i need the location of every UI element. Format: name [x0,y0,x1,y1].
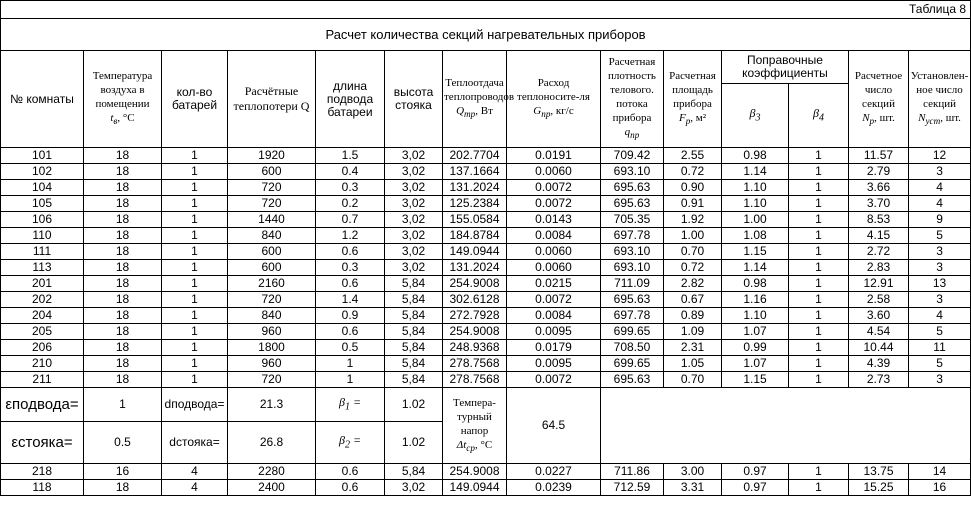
table-cell: 137.1664 [443,164,507,180]
table-cell: 106 [1,212,84,228]
table-cell: 1 [789,340,849,356]
table-cell: 1.09 [664,324,722,340]
table-cell: 18 [84,228,162,244]
table-cell: 18 [84,356,162,372]
table-cell: 2.72 [849,244,909,260]
table-cell: 0.3 [316,260,385,276]
table-cell: 211 [1,372,84,388]
table-cell: 5,84 [385,340,443,356]
table-cell: 0.0191 [507,148,601,164]
table-cell: 111 [1,244,84,260]
table-cell: 4 [162,480,228,496]
table-cell: 699.65 [601,356,664,372]
table-cell: 3 [909,292,971,308]
table-cell: 1.2 [316,228,385,244]
table-cell: 3.31 [664,480,722,496]
table-cell: 18 [84,480,162,496]
table-cell: 1 [162,244,228,260]
table-cell: 101 [1,148,84,164]
table-cell: 1.4 [316,292,385,308]
table-cell: 1.10 [722,196,789,212]
table-cell: 272.7928 [443,308,507,324]
table-cell: 12.91 [849,276,909,292]
table-cell: 3 [909,244,971,260]
table-cell: 1.5 [316,148,385,164]
table-cell: 1 [789,464,849,480]
table-cell: 210 [1,356,84,372]
table-cell: 125.2384 [443,196,507,212]
table-cell: 1800 [228,340,316,356]
table-cell: 204 [1,308,84,324]
table-cell: 697.78 [601,228,664,244]
table-cell: 118 [1,480,84,496]
table-cell: 13.75 [849,464,909,480]
param-empty-area [601,388,971,464]
table-cell: 1.10 [722,180,789,196]
table-cell: 3,02 [385,164,443,180]
table-cell: 4 [162,464,228,480]
table-cell: 3.60 [849,308,909,324]
table-cell: 1 [162,340,228,356]
table-cell: 131.2024 [443,260,507,276]
table-cell: 1 [162,228,228,244]
table-cell: 600 [228,164,316,180]
table-cell: 720 [228,372,316,388]
table-cell: 1 [789,148,849,164]
table-cell: 18 [84,276,162,292]
table-title: Расчет количества секций нагревательных приборов [1,19,971,51]
table-cell: 5,84 [385,356,443,372]
table-cell: 693.10 [601,260,664,276]
table-cell: 0.0084 [507,228,601,244]
table-cell: 1 [162,324,228,340]
table-cell: 0.0095 [507,324,601,340]
table-cell: 13 [909,276,971,292]
table-cell: 4.54 [849,324,909,340]
table-cell: 709.42 [601,148,664,164]
table-cell: 278.7568 [443,356,507,372]
table-cell: 1 [316,372,385,388]
table-cell: 202.7704 [443,148,507,164]
table-cell: 184.8784 [443,228,507,244]
table-cell: 11.57 [849,148,909,164]
table-cell: 0.0227 [507,464,601,480]
table-cell: 4.39 [849,356,909,372]
table-cell: 102 [1,164,84,180]
header-temperature: Температура воздуха в помещении $t_в$, °С [84,51,162,148]
table-cell: 1 [162,372,228,388]
table-cell: 1.08 [722,228,789,244]
table-cell: 600 [228,260,316,276]
table-cell: 4.15 [849,228,909,244]
table-cell: 0.90 [664,180,722,196]
table-cell: 2.58 [849,292,909,308]
table-cell: 720 [228,180,316,196]
table-cell: 1.16 [722,292,789,308]
table-cell: 5,84 [385,308,443,324]
table-cell: 1 [789,372,849,388]
table-cell: 3 [909,164,971,180]
table-cell: 840 [228,308,316,324]
table-cell: 0.0072 [507,292,601,308]
table-cell: 1440 [228,212,316,228]
table-cell: 1.92 [664,212,722,228]
table-cell: 1 [789,164,849,180]
table-cell: 1 [789,244,849,260]
table-cell: 2.83 [849,260,909,276]
table-cell: 0.70 [664,244,722,260]
table-cell: 0.2 [316,196,385,212]
table-cell: 4 [909,180,971,196]
table-cell: 110 [1,228,84,244]
table-label: Таблица 8 [1,1,971,19]
table-cell: 2.79 [849,164,909,180]
table-row [1,148,971,164]
table-cell: 0.0072 [507,372,601,388]
table-cell: 3,02 [385,180,443,196]
table-cell: 1.14 [722,164,789,180]
table-cell: 695.63 [601,196,664,212]
table-row [1,324,971,340]
table-cell: 0.0060 [507,244,601,260]
table-row [1,292,971,308]
table-cell: 699.65 [601,324,664,340]
header-flow: Расход теплоносите-ля $G_{пр}$, кг/с [507,51,601,148]
table-cell: 5,84 [385,276,443,292]
table-cell: 1 [789,196,849,212]
table-cell: 1 [789,212,849,228]
header-pipe-heat: Теплоотдача теплопроводов $Q_{тр}$, Вт [443,51,507,148]
table-row [1,244,971,260]
table-cell: 693.10 [601,164,664,180]
table-cell: 0.6 [316,244,385,260]
table-cell: 1 [789,228,849,244]
table-cell: 1.00 [664,228,722,244]
table-cell: 0.72 [664,164,722,180]
table-cell: 3,02 [385,212,443,228]
table-cell: 205 [1,324,84,340]
table-cell: 18 [84,292,162,308]
table-cell: 1 [162,260,228,276]
header-room: № комнаты [1,51,84,148]
table-cell: 5 [909,324,971,340]
table-row [1,464,971,480]
param-beta1-label: $\beta_1$ = [316,388,385,422]
table-cell: 0.0072 [507,196,601,212]
table-row [1,164,971,180]
table-cell: 0.0072 [507,180,601,196]
table-cell: 3,02 [385,148,443,164]
param-eps-supply-value: 1 [84,388,162,422]
table-cell: 18 [84,212,162,228]
table-cell: 5,84 [385,372,443,388]
param-temp-head-value: 64.5 [507,388,601,464]
table-cell: 2400 [228,480,316,496]
table-cell: 0.0143 [507,212,601,228]
table-cell: 695.63 [601,292,664,308]
table-cell: 3,02 [385,244,443,260]
table-cell: 0.72 [664,260,722,276]
table-cell: 693.10 [601,244,664,260]
table-cell: 0.6 [316,464,385,480]
param-d-riser-label: dстояка= [162,422,228,464]
header-area: Расчетная площадь прибора $F_р$, м² [664,51,722,148]
table-cell: 302.6128 [443,292,507,308]
table-cell: 1 [162,356,228,372]
table-cell: 105 [1,196,84,212]
table-cell: 1.15 [722,244,789,260]
table-cell: 1 [162,308,228,324]
param-eps-riser-label: εстояка= [1,422,84,464]
table-cell: 1.05 [664,356,722,372]
table-cell: 0.0060 [507,164,601,180]
table-cell: 720 [228,292,316,308]
param-eps-supply-label: εподвода= [1,388,84,422]
table-cell: 0.0179 [507,340,601,356]
table-cell: 0.97 [722,464,789,480]
table-cell: 5,84 [385,292,443,308]
param-d-riser-value: 26.8 [228,422,316,464]
table-cell: 3.70 [849,196,909,212]
table-cell: 0.89 [664,308,722,324]
table-cell: 1 [162,180,228,196]
table-cell: 248.9368 [443,340,507,356]
table-cell: 254.9008 [443,324,507,340]
table-cell: 201 [1,276,84,292]
table-cell: 131.2024 [443,180,507,196]
table-cell: 2.82 [664,276,722,292]
table-row [1,276,971,292]
table-row [1,228,971,244]
table-cell: 1.10 [722,308,789,324]
table-cell: 0.70 [664,372,722,388]
table-cell: 1.07 [722,324,789,340]
header-beta4: $\beta_4$ [789,84,849,148]
table-cell: 149.0944 [443,244,507,260]
table-cell: 1 [789,308,849,324]
table-cell: 0.7 [316,212,385,228]
table-cell: 720 [228,196,316,212]
table-row [1,340,971,356]
table-cell: 1.07 [722,356,789,372]
table-cell: 1 [789,292,849,308]
table-cell: 0.98 [722,276,789,292]
table-cell: 1 [789,356,849,372]
table-cell: 0.0215 [507,276,601,292]
table-cell: 4 [909,196,971,212]
table-row [1,372,971,388]
table-cell: 3,02 [385,480,443,496]
header-heat-loss: Расчётные теплопотери Q [228,51,316,148]
table-cell: 254.9008 [443,276,507,292]
table-cell: 0.0239 [507,480,601,496]
table-cell: 695.63 [601,180,664,196]
table-cell: 1 [789,324,849,340]
table-cell: 18 [84,372,162,388]
table-cell: 0.9 [316,308,385,324]
table-cell: 1 [789,480,849,496]
table-cell: 155.0584 [443,212,507,228]
header-sections-calc: Расчетное число секций $N_р$, шт. [849,51,909,148]
header-sections-installed: Установлен-ное число секций $N_{уст}$, шт. [909,51,971,148]
table-cell: 0.0084 [507,308,601,324]
table-cell: 16 [84,464,162,480]
table-cell: 1 [162,148,228,164]
param-eps-riser-value: 0.5 [84,422,162,464]
table-cell: 2.31 [664,340,722,356]
table-cell: 3.00 [664,464,722,480]
table-cell: 711.09 [601,276,664,292]
table-cell: 18 [84,164,162,180]
table-row [1,480,971,496]
table-cell: 840 [228,228,316,244]
table-cell: 15.25 [849,480,909,496]
table-cell: 10.44 [849,340,909,356]
table-cell: 1 [162,292,228,308]
header-flux-density: Расчетная плотность телового. потока прибора $q_{пр}$ [601,51,664,148]
table-cell: 0.97 [722,480,789,496]
table-cell: 0.3 [316,180,385,196]
table-cell: 14 [909,464,971,480]
table-cell: 8.53 [849,212,909,228]
table-cell: 5,84 [385,464,443,480]
table-cell: 254.9008 [443,464,507,480]
table-cell: 3.66 [849,180,909,196]
table-cell: 705.35 [601,212,664,228]
param-d-supply-label: dподвода= [162,388,228,422]
table-cell: 695.63 [601,372,664,388]
table-cell: 18 [84,260,162,276]
table-cell: 18 [84,196,162,212]
table-cell: 18 [84,180,162,196]
table-cell: 18 [84,324,162,340]
table-cell: 149.0944 [443,480,507,496]
table-cell: 0.5 [316,340,385,356]
table-row [1,356,971,372]
table-cell: 1 [789,260,849,276]
table-cell: 1 [162,276,228,292]
table-cell: 1 [789,180,849,196]
table-cell: 5 [909,356,971,372]
param-beta2-value: 1.02 [385,422,443,464]
table-row [1,196,971,212]
table-cell: 11 [909,340,971,356]
table-cell: 1.00 [722,212,789,228]
table-cell: 711.86 [601,464,664,480]
table-cell: 0.6 [316,324,385,340]
table-cell: 0.91 [664,196,722,212]
table-cell: 12 [909,148,971,164]
table-cell: 9 [909,212,971,228]
table-cell: 1 [162,196,228,212]
table-cell: 1 [162,164,228,180]
table-cell: 3 [909,260,971,276]
table-cell: 18 [84,244,162,260]
table-cell: 1 [316,356,385,372]
table-cell: 0.67 [664,292,722,308]
table-cell: 960 [228,356,316,372]
table-cell: 712.59 [601,480,664,496]
table-cell: 3,02 [385,260,443,276]
table-cell: 18 [84,308,162,324]
table-cell: 278.7568 [443,372,507,388]
table-cell: 0.6 [316,276,385,292]
table-cell: 697.78 [601,308,664,324]
table-row [1,308,971,324]
table-cell: 1 [789,276,849,292]
table-cell: 1.14 [722,260,789,276]
table-cell: 0.0095 [507,356,601,372]
param-beta2-label: $\beta_2$ = [316,422,385,464]
table-cell: 2160 [228,276,316,292]
table-cell: 206 [1,340,84,356]
table-cell: 0.98 [722,148,789,164]
table-cell: 18 [84,340,162,356]
table-cell: 600 [228,244,316,260]
table-cell: 0.0060 [507,260,601,276]
table-row [1,260,971,276]
table-cell: 4 [909,308,971,324]
header-count: кол-во батарей [162,51,228,148]
table-cell: 113 [1,260,84,276]
table-cell: 2.55 [664,148,722,164]
table-cell: 1920 [228,148,316,164]
table-cell: 2.73 [849,372,909,388]
table-cell: 3 [909,372,971,388]
table-cell: 0.4 [316,164,385,180]
header-beta3: $\beta_3$ [722,84,789,148]
table-cell: 218 [1,464,84,480]
table-cell: 3,02 [385,196,443,212]
table-cell: 5,84 [385,324,443,340]
table-cell: 202 [1,292,84,308]
table-cell: 1 [162,212,228,228]
header-riser-height: высота стояка [385,51,443,148]
table-cell: 16 [909,480,971,496]
table-cell: 5 [909,228,971,244]
header-coefficients: Поправочные коэффициенты [722,51,849,84]
table-cell: 18 [84,148,162,164]
table-cell: 0.6 [316,480,385,496]
table-cell: 1.15 [722,372,789,388]
table-cell: 2280 [228,464,316,480]
param-temp-head-label: Темпера-турный напор $\Delta t_{ср}$, °С [443,388,507,464]
table-cell: 708.50 [601,340,664,356]
table-row [1,180,971,196]
table-cell: 0.99 [722,340,789,356]
table-cell: 960 [228,324,316,340]
param-d-supply-value: 21.3 [228,388,316,422]
table-cell: 104 [1,180,84,196]
table-cell: 3,02 [385,228,443,244]
table-row [1,212,971,228]
param-beta1-value: 1.02 [385,388,443,422]
header-supply-length: длина подвода батареи [316,51,385,148]
